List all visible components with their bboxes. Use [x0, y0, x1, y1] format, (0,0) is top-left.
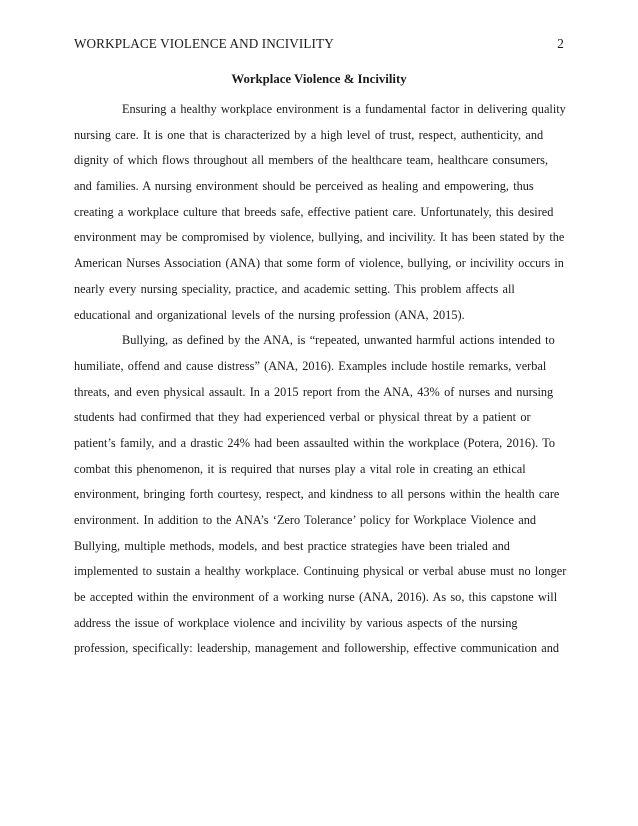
paragraph-line: creating a workplace culture that breeds safe, effective patient care. Unfortunately, this desired [74, 204, 554, 219]
paragraph-line: humiliate, offend and cause distress” (ANA, 2016). Examples include hostile remarks, verbal [74, 358, 547, 373]
paragraph-line: be accepted within the environment of a working nurse (ANA, 2016). As so, this capstone will [74, 590, 558, 605]
paragraph-line: educational and organizational levels of the nursing profession (ANA, 2015). [74, 307, 465, 322]
paragraph-2 [74, 328, 566, 662]
paragraph-line: implemented to sustain a healthy workplace. Continuing physical or verbal abuse must no longer [74, 564, 567, 579]
paragraph-line: environment may be compromised by violence, bullying, and incivility. It has been stated by the [74, 230, 565, 245]
paragraph-line: American Nurses Association (ANA) that some form of violence, bullying, or incivility occurs in [74, 256, 564, 271]
paragraph-line: Ensuring a healthy workplace environment is a fundamental factor in delivering quality [122, 102, 566, 116]
running-head-title: WORKPLACE VIOLENCE AND INCIVILITY [74, 36, 334, 51]
body-text [74, 97, 566, 662]
paragraph-line: environment. In addition to the ANA’s ‘Zero Tolerance’ policy for Workplace Violence and [74, 513, 536, 527]
paragraph-line: patient’s family, and a drastic 24% had been assaulted within the workplace (Potera, 2016). To [74, 435, 556, 450]
paragraph-line: threats, and even physical assault. In a 2015 report from the ANA, 43% of nurses and nursing [74, 384, 554, 399]
document-title: Workplace Violence & Incivility [231, 72, 407, 86]
paragraph-line: and families. A nursing environment should be perceived as healing and empowering, thus [74, 179, 534, 194]
paragraph-line: Bullying, as defined by the ANA, is “repeated, unwanted harmful actions intended to [122, 333, 555, 348]
paragraph-line: combat this phenomenon, it is required that nurses play a vital role in creating an ethical [74, 461, 526, 476]
paragraph-line: address the issue of workplace violence and incivility by various aspects of the nursing [74, 615, 518, 630]
paragraph-line: dignity of which flows throughout all members of the healthcare team, healthcare consumers, [74, 153, 549, 168]
paragraph-line: environment, bringing forth courtesy, respect, and kindness to all persons within the health care [74, 487, 560, 502]
paragraph-1 [74, 97, 566, 328]
paragraph-line: students had confirmed that they had experienced verbal or physical threat by a patient or [74, 410, 531, 425]
page-number: 2 [557, 36, 564, 51]
paragraph-line: Bullying, multiple methods, models, and best practice strategies have been trialed and [74, 538, 510, 553]
paragraph-line: profession, specifically: leadership, management and followership, effective communication and [74, 641, 560, 656]
paragraph-line: nearly every nursing speciality, practice, and academic setting. This problem affects all [74, 281, 515, 296]
paragraph-line: nursing care. It is one that is characterized by a high level of trust, respect, authenticity, and [74, 127, 544, 142]
